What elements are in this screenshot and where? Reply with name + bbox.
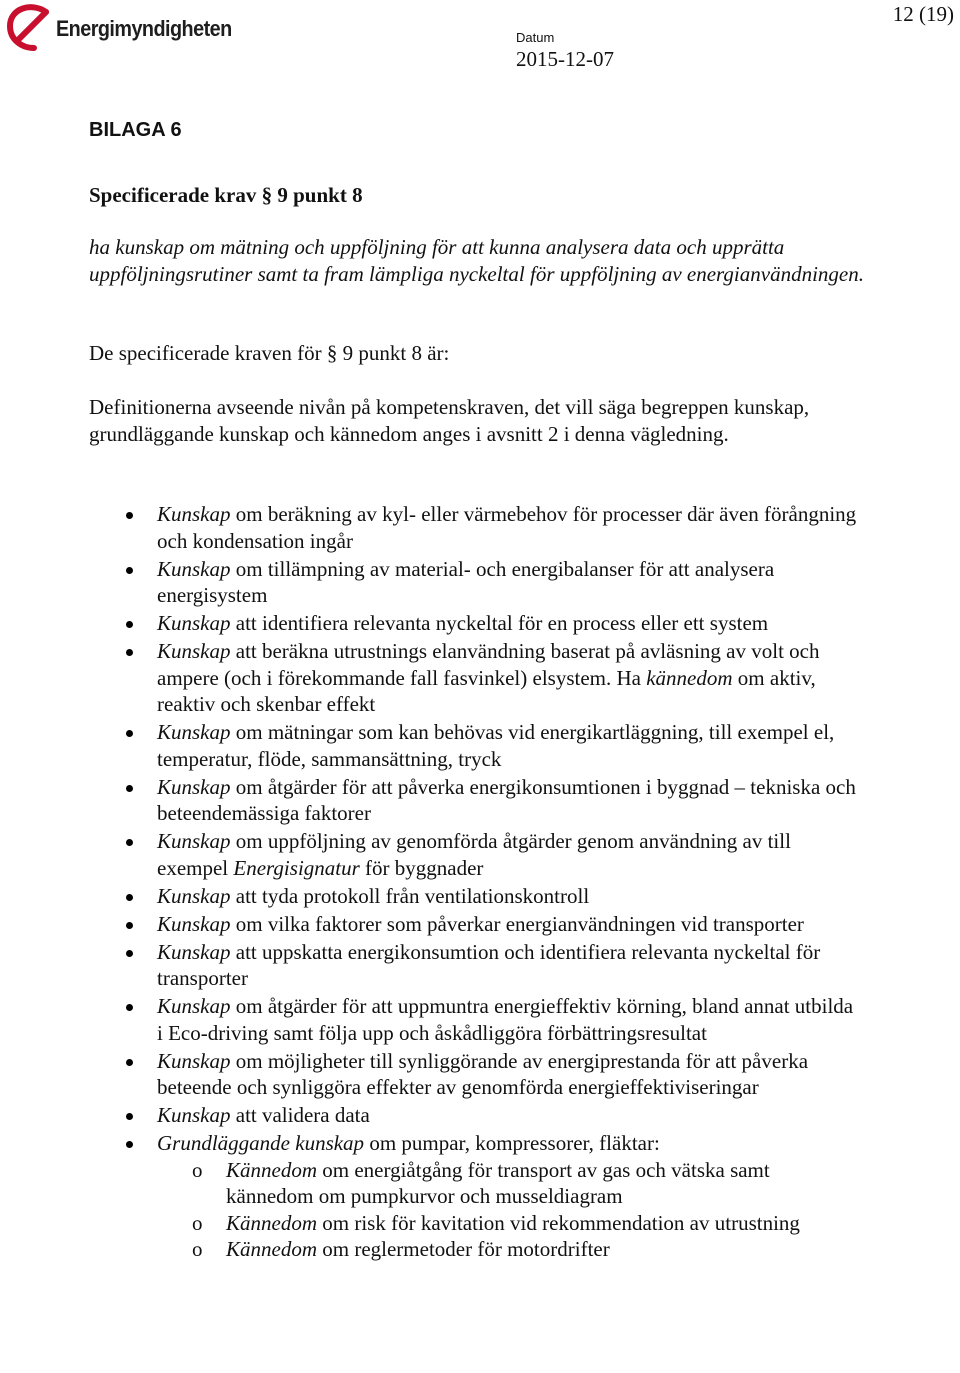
bullet-icon <box>126 785 133 792</box>
sub-list-item <box>157 1157 846 1210</box>
item-text: att uppskatta energikonsumtion och identifiera relevanta nyckeltal för transporter <box>157 939 821 990</box>
item-lead: Kunskap <box>157 556 231 581</box>
sub-item-lead: Kännedom <box>226 1210 317 1235</box>
list-item <box>0 610 857 637</box>
item-text: om beräkning av kyl- eller värmebehov för processer där även förångning och kondensation ingår <box>157 502 857 553</box>
item-text: om uppföljning av genomförda åtgärder genom användning av till exempel <box>157 829 791 880</box>
list-item <box>0 1130 857 1263</box>
date-label: Datum <box>516 30 555 45</box>
circle-bullet-icon: o <box>192 1157 203 1182</box>
list-item <box>0 719 857 772</box>
item-tail: för byggnader <box>359 855 484 880</box>
sub-item-text: om energiåtgång för transport av gas och vätska samt kännedom om pumpkurvor och musseldiagram <box>226 1157 770 1208</box>
lead-sentence: De specificerade kraven för § 9 punkt 8 är: <box>89 341 450 365</box>
item-text: om möjligheter till synliggörande av energiprestanda för att påverka beteende och synliggöra effekter av genomförda energieffektiviseringar <box>157 1048 809 1099</box>
bullet-icon <box>126 894 133 901</box>
list-item <box>0 638 857 718</box>
list-item <box>0 911 857 938</box>
list-item <box>0 993 857 1046</box>
bullet-icon <box>126 649 133 656</box>
sub-item-lead: Kännedom <box>226 1157 317 1182</box>
bullet-icon <box>126 1141 133 1148</box>
circle-bullet-icon: o <box>192 1237 203 1261</box>
sub-list-item <box>157 1236 846 1263</box>
item-text: om åtgärder för att uppmuntra energieffektiv körning, bland annat utbilda i Eco-driving samt följa upp och åskådliggöra förbättringsresultat <box>157 994 854 1045</box>
sub-item-text: om reglermetoder för motordrifter <box>317 1237 610 1261</box>
list-item <box>0 556 857 609</box>
item-text: om åtgärder för att påverka energikonsumtionen i byggnad – tekniska och beteendemässiga faktorer <box>157 774 856 825</box>
bullet-icon <box>126 512 133 519</box>
item-text: att identifiera relevanta nyckeltal för en process eller ett system <box>230 611 769 635</box>
item-lead: Kunskap <box>157 639 231 663</box>
list-item <box>0 774 857 827</box>
logo-wordmark: Energimyndigheten <box>56 16 232 41</box>
list-item <box>0 1102 857 1129</box>
item-lead: Kunskap <box>157 611 231 635</box>
list-item <box>0 939 857 992</box>
item-text: att beräkna utrustnings elanvändning baserat på avläsning av volt och ampere (och i förekommande fall fasvinkel) elsystem. Ha <box>157 639 820 690</box>
sub-item-text: om risk för kavitation vid rekommendation av utrustning <box>317 1210 800 1235</box>
sub-item-lead: Kännedom <box>226 1237 317 1261</box>
sub-list-item <box>157 1210 846 1237</box>
list-item <box>0 828 857 881</box>
bullet-icon <box>126 621 133 628</box>
requirements-list <box>0 501 960 1264</box>
item-tail: om aktiv, reaktiv och skenbar effekt <box>157 665 816 716</box>
bullet-icon <box>126 1059 133 1066</box>
item-lead: Kunskap <box>157 883 231 908</box>
list-item <box>0 883 857 910</box>
item-lead: Kunskap <box>157 939 231 964</box>
item-lead: Kunskap <box>157 774 231 799</box>
item-lead: Grundläggande kunskap <box>157 1131 365 1155</box>
item-lead: Kunskap <box>157 994 231 1018</box>
bullet-icon <box>126 950 133 957</box>
item-text: om vilka faktorer som påverkar energianvändningen vid transporter <box>230 911 804 936</box>
bullet-icon <box>126 1113 133 1120</box>
item-lead: Kunskap <box>157 1048 231 1073</box>
item-lead: Kunskap <box>157 1103 231 1127</box>
item-text: om pumpar, kompressorer, fläktar: <box>364 1131 660 1155</box>
logo-swoosh-icon <box>6 4 54 54</box>
date-value: 2015-12-07 <box>516 47 614 71</box>
item-text: om mätningar som kan behövas vid energikartläggning, till exempel el, temperatur, flöde, sammansättning, tryck <box>157 720 835 771</box>
item-text: att validera data <box>230 1103 370 1127</box>
item-lead: Kunskap <box>157 502 231 526</box>
sub-requirements-list <box>157 1157 857 1263</box>
date-block <box>516 30 614 71</box>
section-heading: Specificerade krav § 9 punkt 8 <box>89 183 363 207</box>
annex-title: BILAGA 6 <box>89 119 182 141</box>
page-number: 12 (19) <box>892 2 954 26</box>
bullet-icon <box>126 730 133 737</box>
item-text: att tyda protokoll från ventilationskontroll <box>230 883 590 908</box>
item-lead: Kunskap <box>157 720 231 744</box>
energimyndigheten-logo <box>6 4 251 54</box>
bullet-icon <box>126 922 133 929</box>
intro-quote: ha kunskap om mätning och uppföljning för att kunna analysera data och upprätta uppföljningsrutiner samt ta fram lämpliga nyckeltal för uppföljning av energianvändningen. <box>89 235 864 286</box>
definitions-paragraph: Definitionerna avseende nivån på kompetenskraven, det vill säga begreppen kunskap, grundläggande kunskap och kännedom anges i avsnitt 2 i denna vägledning. <box>89 395 810 446</box>
bullet-icon <box>126 839 133 846</box>
item-lead: Kunskap <box>157 911 231 936</box>
bullet-icon <box>126 567 133 574</box>
item-mid-italic: Energisignatur <box>233 855 360 880</box>
item-text: om tillämpning av material- och energibalanser för att analysera energisystem <box>157 556 775 607</box>
list-item <box>0 1048 857 1101</box>
item-lead: Kunskap <box>157 829 231 853</box>
bullet-icon <box>126 1004 133 1011</box>
list-item <box>0 501 857 554</box>
item-mid-italic: kännedom <box>646 665 733 690</box>
circle-bullet-icon: o <box>192 1210 203 1235</box>
